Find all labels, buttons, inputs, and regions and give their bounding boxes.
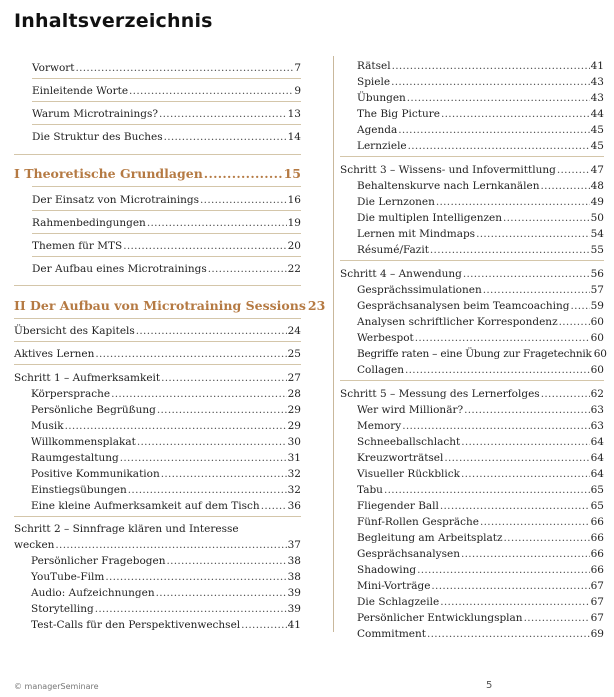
leader-dots — [55, 539, 286, 552]
toc-page: 44 — [590, 108, 604, 120]
toc-entry-werbespot[interactable] — [340, 332, 604, 345]
toc-page: 60 — [590, 316, 604, 328]
toc-entry-schneeballschlacht[interactable] — [340, 436, 604, 449]
toc-label: Fliegender Ball — [357, 500, 439, 512]
toc-label: Gesprächsanalysen beim Teamcoaching — [357, 300, 570, 312]
toc-entry-koerpersprache[interactable] — [14, 388, 301, 401]
toc-entry-mindmaps[interactable] — [340, 228, 604, 241]
toc-page: 54 — [590, 228, 604, 240]
toc-label: Test-Calls für den Perspektivenwechsel — [31, 619, 241, 631]
leader-dots — [415, 332, 590, 345]
leader-dots — [402, 420, 589, 433]
toc-page: 41 — [590, 60, 604, 72]
toc-page: 43 — [590, 76, 604, 88]
toc-label: Storytelling — [31, 603, 94, 615]
separator — [340, 260, 604, 261]
leader-dots — [461, 468, 590, 481]
toc-entry-schritt2[interactable] — [14, 539, 301, 552]
leader-dots — [570, 300, 589, 313]
toc-page: 65 — [590, 484, 604, 496]
separator — [32, 186, 301, 187]
toc-entry-schritt2-line1[interactable]: Schritt 2 – Sinnfrage klären und Interesse — [14, 523, 239, 535]
toc-label: Schritt 4 – Anwendung — [340, 268, 462, 280]
toc-page: 63 — [590, 420, 604, 432]
toc-entry-visueller-rueckblick[interactable] — [340, 468, 604, 481]
toc-page: 66 — [590, 548, 604, 560]
toc-label: Begleitung am Arbeitsplatz — [357, 532, 503, 544]
separator — [32, 256, 301, 257]
toc-label: Werbespot — [357, 332, 414, 344]
toc-page: 43 — [590, 92, 604, 104]
toc-label: Persönliche Begrüßung — [31, 404, 156, 416]
leader-dots — [147, 217, 287, 230]
toc-entry-commitment[interactable] — [340, 628, 604, 641]
toc-page: 27 — [287, 372, 301, 384]
toc-part-theoretische-grundlagen[interactable] — [14, 167, 301, 180]
separator — [14, 318, 301, 319]
toc-page: 64 — [590, 452, 604, 464]
toc-label: Lernziele — [357, 140, 407, 152]
leader-dots — [430, 244, 590, 257]
toc-entry-uebersicht[interactable] — [14, 325, 301, 338]
toc-label: Visueller Rückblick — [357, 468, 461, 480]
toc-page: 39 — [287, 603, 301, 615]
leader-dots — [540, 180, 589, 193]
toc-page: 45 — [590, 140, 604, 152]
toc-label: Gesprächsanalysen — [357, 548, 460, 560]
toc-entry-behaltenskurve[interactable] — [340, 180, 604, 193]
toc-page: 66 — [590, 516, 604, 528]
leader-dots — [441, 108, 590, 121]
toc-label: Lernen mit Mindmaps — [357, 228, 476, 240]
toc-page: 62 — [590, 388, 604, 400]
leader-dots — [164, 131, 287, 144]
toc-label: Collagen — [357, 364, 405, 376]
toc-label: The Big Picture — [357, 108, 440, 120]
page-number: 5 — [486, 680, 493, 691]
toc-entry-collagen[interactable] — [340, 364, 604, 377]
toc-label: Persönlicher Entwicklungsplan — [357, 612, 523, 624]
toc-entry-uebungen[interactable] — [340, 92, 604, 105]
toc-page: 60 — [590, 332, 604, 344]
leader-dots — [427, 628, 590, 641]
toc-page: 57 — [590, 284, 604, 296]
leader-dots — [392, 60, 590, 73]
toc-page: 19 — [287, 217, 301, 229]
leader-dots — [204, 167, 283, 180]
leader-dots — [241, 619, 286, 632]
leader-dots — [440, 500, 590, 513]
separator — [14, 154, 301, 155]
toc-page: 41 — [287, 619, 301, 631]
toc-entry-willkommensplakat[interactable] — [14, 436, 301, 449]
toc-entry-kreuzwortraetsel[interactable] — [340, 452, 604, 465]
toc-page: 38 — [287, 571, 301, 583]
toc-entry-resume[interactable] — [340, 244, 604, 257]
toc-page: 28 — [287, 388, 301, 400]
leader-dots — [161, 468, 287, 481]
separator — [32, 233, 301, 234]
leader-dots — [200, 194, 287, 207]
leader-dots — [398, 124, 589, 137]
toc-page: 64 — [590, 436, 604, 448]
separator — [32, 101, 301, 102]
leader-dots — [431, 580, 589, 593]
toc-page: 48 — [590, 180, 604, 192]
toc-label: Persönlicher Fragebogen — [31, 555, 166, 567]
toc-entry-themen[interactable] — [14, 240, 301, 253]
toc-entry-mini-vortraege[interactable] — [340, 580, 604, 593]
toc-label: Der Einsatz von Microtrainings — [32, 194, 200, 206]
toc-page: 59 — [590, 300, 604, 312]
toc-page: 37 — [287, 539, 301, 551]
leader-dots — [123, 240, 286, 253]
toc-entry-fliegender-ball[interactable] — [340, 500, 604, 513]
separator — [32, 124, 301, 125]
leader-dots — [105, 571, 286, 584]
toc-entry-lernzonen[interactable] — [340, 196, 604, 209]
toc-page: 65 — [590, 500, 604, 512]
toc-label: Musik — [31, 420, 64, 432]
toc-label: Résumé/Fazit — [357, 244, 429, 256]
toc-entry-aktives-lernen[interactable] — [14, 348, 301, 361]
separator — [14, 516, 301, 517]
toc-entry-memory[interactable] — [340, 420, 604, 433]
toc-entry-fuenf-rollen[interactable] — [340, 516, 604, 529]
leader-dots — [524, 612, 590, 625]
separator — [340, 380, 604, 381]
toc-entry-kleine-aufmerksamkeit[interactable] — [14, 500, 301, 513]
copyright-footer: © managerSeminare — [14, 682, 99, 691]
toc-label: Agenda — [357, 124, 398, 136]
toc-entry-korrespondenz[interactable] — [340, 316, 604, 329]
toc-page: 9 — [294, 85, 301, 97]
toc-page: 64 — [590, 468, 604, 480]
toc-entry-schlagzeile[interactable] — [340, 596, 604, 609]
toc-entry-fragebogen[interactable] — [14, 555, 301, 568]
toc-entry-gespraechsanalysen[interactable] — [340, 548, 604, 561]
toc-page: 63 — [590, 404, 604, 416]
toc-entry-struktur[interactable] — [14, 131, 301, 144]
toc-label: Spiele — [357, 76, 391, 88]
leader-dots — [444, 452, 589, 465]
toc-page: 67 — [590, 596, 604, 608]
separator — [340, 156, 604, 157]
toc-entry-entwicklungsplan[interactable] — [340, 612, 604, 625]
leader-dots — [480, 516, 590, 529]
toc-page: 16 — [287, 194, 301, 206]
toc-label: Rahmenbedingungen — [32, 217, 146, 229]
toc-entry-big-picture[interactable] — [340, 108, 604, 121]
toc-entry-storytelling[interactable] — [14, 603, 301, 616]
toc-page: 31 — [287, 452, 301, 464]
leader-dots — [436, 196, 590, 209]
toc-entry-gespraechssimulationen[interactable] — [340, 284, 604, 297]
toc-page: 24 — [287, 325, 301, 337]
toc-label: Der Aufbau eines Microtrainings — [32, 263, 207, 275]
leader-dots — [95, 348, 286, 361]
separator — [14, 364, 301, 365]
toc-label: Themen für MTS — [32, 240, 123, 252]
leader-dots — [408, 140, 590, 153]
toc-label: Die multiplen Intelligenzen — [357, 212, 503, 224]
toc-label: Fünf-Rollen Gespräche — [357, 516, 479, 528]
toc-page: 23 — [307, 298, 326, 313]
toc-page: 60 — [590, 364, 604, 376]
toc-label: Schneeballschlacht — [357, 436, 461, 448]
leader-dots — [95, 603, 287, 616]
leader-dots — [483, 284, 590, 297]
toc-label: I Theoretische Grundlagen — [14, 166, 203, 181]
leader-dots — [136, 325, 287, 338]
leader-dots — [129, 85, 293, 98]
toc-label: Memory — [357, 420, 402, 432]
toc-entry-vorwort[interactable] — [14, 62, 301, 75]
leader-dots — [156, 587, 287, 600]
leader-dots — [76, 62, 294, 75]
toc-label: Warum Microtrainings? — [32, 108, 159, 120]
toc-entry-schritt4[interactable] — [340, 268, 604, 281]
toc-entry-agenda[interactable] — [340, 124, 604, 137]
leader-dots — [461, 548, 590, 561]
leader-dots — [166, 555, 286, 568]
toc-label: Die Struktur des Buches — [32, 131, 163, 143]
toc-label: Körpersprache — [31, 388, 111, 400]
toc-page: 15 — [283, 166, 301, 181]
separator — [32, 78, 301, 79]
toc-page: 22 — [287, 263, 301, 275]
toc-entry-begleitung[interactable] — [340, 532, 604, 545]
leader-dots — [463, 268, 590, 281]
toc-page: 29 — [287, 420, 301, 432]
toc-page: 36 — [287, 500, 301, 512]
leader-dots — [503, 212, 590, 225]
toc-label: Die Schlagzeile — [357, 596, 440, 608]
leader-dots — [137, 436, 287, 449]
toc-label: Shadowing — [357, 564, 417, 576]
toc-label: Positive Kommunikation — [31, 468, 160, 480]
toc-entry-millionaer[interactable] — [340, 404, 604, 417]
toc-page: 30 — [287, 436, 301, 448]
toc-label: Einleitende Worte — [32, 85, 129, 97]
leader-dots — [391, 76, 590, 89]
leader-dots — [208, 263, 287, 276]
toc-entry-shadowing[interactable] — [340, 564, 604, 577]
toc-page: 55 — [590, 244, 604, 256]
leader-dots — [557, 164, 590, 177]
toc-part-aufbau-sessions[interactable] — [14, 298, 326, 313]
toc-label: Aktives Lernen — [14, 348, 95, 360]
toc-page: 39 — [287, 587, 301, 599]
leader-dots — [120, 452, 287, 465]
toc-page: 67 — [590, 612, 604, 624]
toc-label: Wer wird Millionär? — [357, 404, 464, 416]
toc-label: Rätsel — [357, 60, 391, 72]
toc-label: Willkommensplakat — [31, 436, 136, 448]
leader-dots — [407, 92, 590, 105]
toc-entry-positive-kommunikation[interactable] — [14, 468, 301, 481]
toc-entry-intelligenzen[interactable] — [340, 212, 604, 225]
toc-page: 67 — [590, 580, 604, 592]
toc-entry-begruessung[interactable] — [14, 404, 301, 417]
toc-label: Übersicht des Kapitels — [14, 325, 135, 337]
toc-page: 66 — [590, 564, 604, 576]
toc-page: 29 — [287, 404, 301, 416]
toc-label: Audio: Aufzeichnungen — [31, 587, 155, 599]
leader-dots — [559, 316, 590, 329]
toc-page: 38 — [287, 555, 301, 567]
toc-page: 56 — [590, 268, 604, 280]
leader-dots — [384, 484, 590, 497]
toc-entry-test-calls[interactable] — [14, 619, 301, 632]
toc-label: Übungen — [357, 92, 406, 104]
toc-label: Begriffe raten – eine Übung zur Fragetechnik — [357, 348, 592, 360]
leader-dots — [476, 228, 590, 241]
toc-page: 32 — [287, 468, 301, 480]
toc-label: Schritt 5 – Messung des Lernerfolges — [340, 388, 540, 400]
toc-label: Vorwort — [32, 62, 75, 74]
toc-entry-einleitende-worte[interactable] — [14, 85, 301, 98]
toc-label: YouTube-Film — [31, 571, 105, 583]
leader-dots — [405, 364, 590, 377]
leader-dots — [128, 484, 287, 497]
toc-label: II Der Aufbau von Microtraining Sessions — [14, 298, 306, 313]
toc-page: 13 — [287, 108, 301, 120]
toc-label: Behaltenskurve nach Lernkanälen — [357, 180, 540, 192]
leader-dots — [161, 372, 286, 385]
leader-dots — [157, 404, 287, 417]
toc-entry-tabu[interactable] — [340, 484, 604, 497]
toc-entry-einsatz[interactable] — [14, 194, 301, 207]
toc-page: 32 — [287, 484, 301, 496]
toc-label: Analysen schriftlicher Korrespondenz — [357, 316, 558, 328]
toc-label: Gesprächssimulationen — [357, 284, 482, 296]
separator — [14, 285, 301, 286]
toc-page: 47 — [590, 164, 604, 176]
separator — [14, 341, 301, 342]
toc-page: 45 — [590, 124, 604, 136]
toc-label: wecken — [14, 539, 55, 551]
toc-entry-spiele[interactable] — [340, 76, 604, 89]
separator — [32, 210, 301, 211]
toc-page: 7 — [294, 62, 301, 74]
leader-dots — [541, 388, 590, 401]
toc-entry-musik[interactable] — [14, 420, 301, 433]
leader-dots — [417, 564, 590, 577]
toc-entry-raetsel[interactable] — [340, 60, 604, 73]
leader-dots — [461, 436, 589, 449]
toc-entry-schritt3[interactable] — [340, 164, 604, 177]
leader-dots — [464, 404, 590, 417]
toc-entry-youtube[interactable] — [14, 571, 301, 584]
leader-dots — [111, 388, 287, 401]
toc-label: Schritt 1 – Aufmerksamkeit — [14, 372, 161, 384]
toc-page: 25 — [287, 348, 301, 360]
toc-label: Die Lernzonen — [357, 196, 435, 208]
toc-label: Commitment — [357, 628, 426, 640]
toc-entry-warum-microtrainings[interactable] — [14, 108, 301, 121]
toc-entry-schritt1[interactable] — [14, 372, 301, 385]
toc-page: 66 — [590, 532, 604, 544]
toc-entry-einstiegsuebungen[interactable] — [14, 484, 301, 497]
toc-label: Tabu — [357, 484, 383, 496]
toc-entry-audio[interactable] — [14, 587, 301, 600]
leader-dots — [159, 108, 287, 121]
toc-label: Mini-Vorträge — [357, 580, 431, 592]
toc-entry-aufbau-microtraining[interactable] — [14, 263, 301, 276]
toc-label: Raumgestaltung — [31, 452, 119, 464]
column-divider — [333, 56, 334, 632]
toc-page: 14 — [287, 131, 301, 143]
toc-entry-schritt5[interactable] — [340, 388, 604, 401]
toc-page: 50 — [590, 212, 604, 224]
toc-label: Kreuzworträtsel — [357, 452, 444, 464]
toc-entry-teamcoaching[interactable] — [340, 300, 604, 313]
leader-dots — [65, 420, 287, 433]
toc-page: 69 — [590, 628, 604, 640]
toc-entry-rahmenbedingungen[interactable] — [14, 217, 301, 230]
toc-entry-begriffe-raten[interactable] — [340, 348, 607, 361]
toc-label: Einstiegsübungen — [31, 484, 127, 496]
toc-entry-raumgestaltung[interactable] — [14, 452, 301, 465]
toc-page: 20 — [287, 240, 301, 252]
toc-label: Eine kleine Aufmerksamkeit auf dem Tisch — [31, 500, 260, 512]
toc-label: Schritt 3 – Wissens- und Infovermittlung — [340, 164, 556, 176]
toc-entry-lernziele[interactable] — [340, 140, 604, 153]
toc-page: 49 — [590, 196, 604, 208]
leader-dots — [440, 596, 589, 609]
leader-dots — [504, 532, 590, 545]
leader-dots — [261, 500, 287, 513]
toc-page: 60 — [593, 348, 607, 360]
page-title: Inhaltsverzeichnis — [14, 10, 213, 32]
